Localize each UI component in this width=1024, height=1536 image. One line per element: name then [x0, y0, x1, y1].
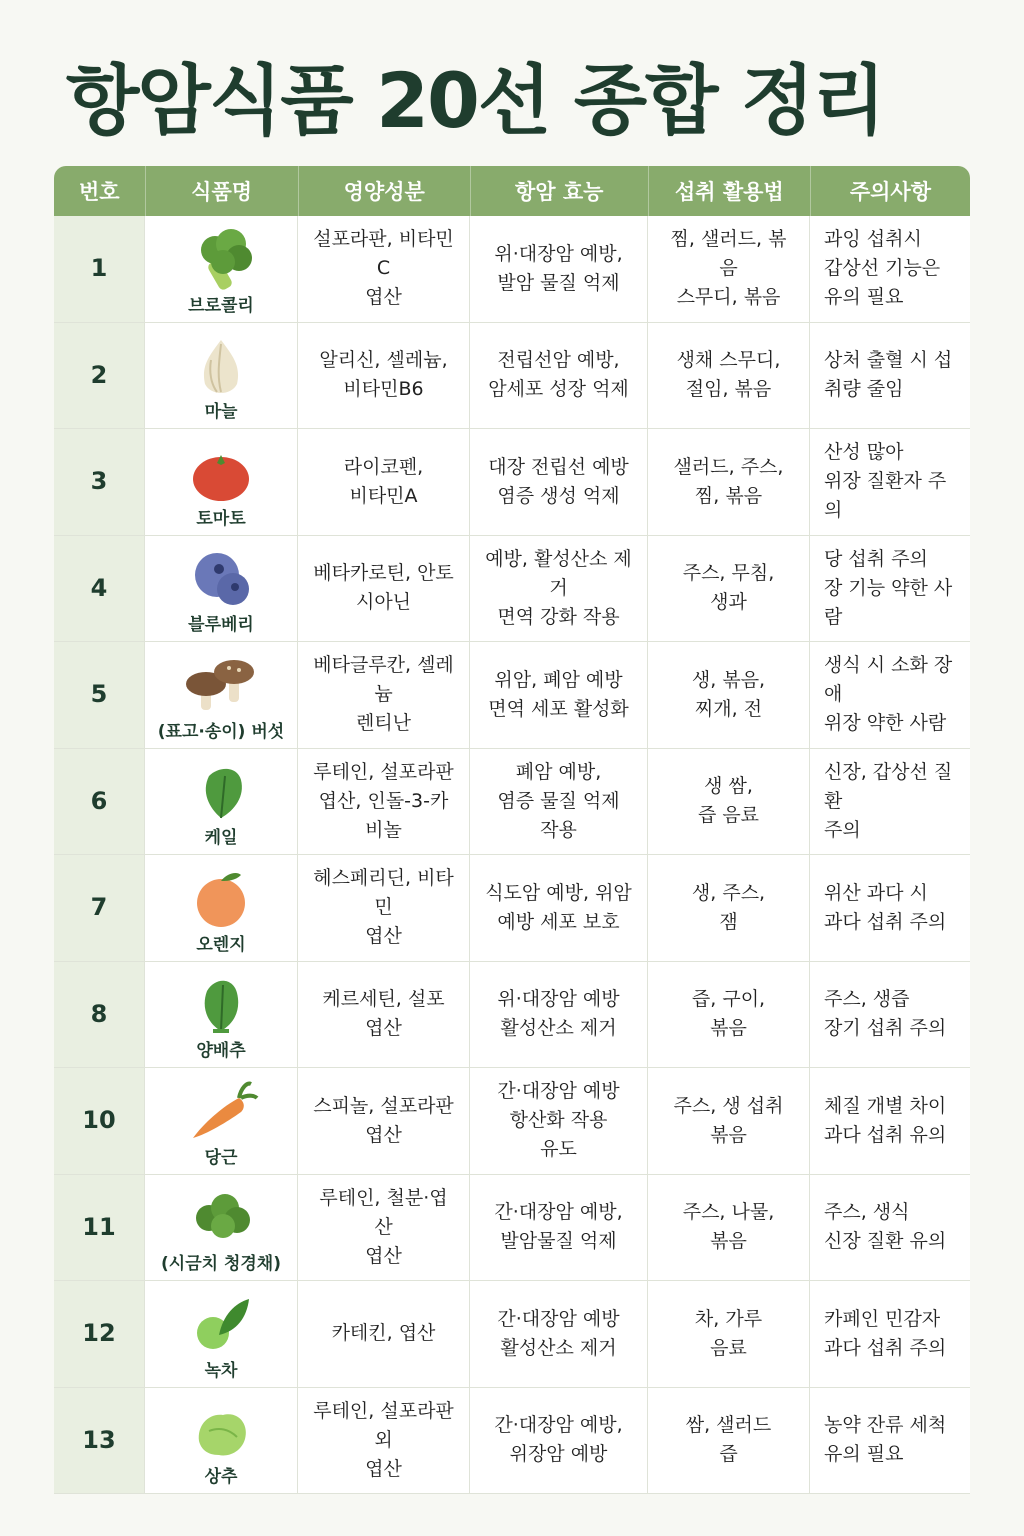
usage-cell: 주스, 생 섭취 볶음 — [648, 1068, 810, 1174]
row-number: 13 — [54, 1388, 145, 1494]
caution-cell: 과잉 섭취시 갑상선 기능은 유의 필요 — [824, 228, 941, 309]
row-number: 5 — [54, 642, 145, 748]
row-number: 2 — [54, 323, 145, 429]
food-name: 케일 — [204, 828, 238, 848]
food-name: 토마토 — [196, 508, 246, 529]
effect-cell: 위암, 폐암 예방 면역 세포 활성화 — [470, 642, 648, 748]
row-number: 6 — [54, 749, 145, 855]
usage-cell: 샐러드, 주스, 찜, 볶음 — [648, 429, 810, 535]
caution-cell: 위산 과다 시 과다 섭취 주의 — [824, 881, 947, 933]
effect-cell: 대장 전립선 예방 염증 생성 억제 — [470, 429, 648, 535]
table-body — [54, 216, 970, 1494]
row-number: 8 — [54, 962, 145, 1068]
usage-cell: 즙, 구이, 볶음 — [648, 962, 810, 1068]
effect-cell: 간·대장암 예방, 발암물질 억제 — [470, 1175, 648, 1281]
header-food-name: 식품명 — [146, 166, 299, 216]
row-number: 3 — [54, 429, 145, 535]
cabbage-leaf-icon — [179, 965, 263, 1039]
broccoli-icon — [179, 220, 263, 294]
caution-cell: 주스, 생식 신장 질환 유의 — [824, 1201, 947, 1253]
mushroom-icon — [179, 646, 263, 720]
table-row — [54, 216, 970, 323]
food-cell — [145, 749, 298, 855]
row-number: 11 — [54, 1175, 145, 1281]
food-table — [54, 166, 970, 1494]
row-number: 7 — [54, 855, 145, 961]
table-row — [54, 642, 970, 749]
greens-icon — [179, 1178, 263, 1252]
table-row — [54, 536, 970, 643]
nutrients-cell: 루테인, 설포라판 외 엽산 — [298, 1388, 470, 1494]
table-row — [54, 1388, 970, 1495]
food-name: 양배추 — [196, 1041, 246, 1061]
kale-icon — [179, 752, 263, 826]
garlic-icon — [179, 326, 263, 400]
table-header — [54, 166, 970, 216]
nutrients-cell: 헤스페리딘, 비타민 엽산 — [298, 855, 470, 961]
food-cell — [145, 216, 298, 322]
food-name: 브로콜리 — [188, 295, 254, 316]
food-name: 블루베리 — [188, 615, 254, 635]
nutrients-cell: 라이코펜, 비타민A — [298, 429, 470, 535]
food-cell — [145, 1388, 298, 1494]
food-cell — [145, 536, 298, 642]
usage-cell: 주스, 나물, 볶음 — [648, 1175, 810, 1281]
effect-cell: 간·대장암 예방 활성산소 제거 — [470, 1281, 648, 1387]
caution-cell: 체질 개별 차이 과다 섭취 유의 — [824, 1094, 947, 1146]
table-row — [54, 1281, 970, 1388]
table-row — [54, 749, 970, 856]
caution-cell: 카페인 민감자 과다 섭취 주의 — [824, 1307, 947, 1359]
caution-cell: 상처 출혈 시 섭 취량 줄임 — [824, 349, 953, 401]
tomato-icon — [179, 433, 263, 507]
header-number: 번호 — [54, 166, 146, 216]
usage-cell: 생, 볶음, 찌개, 전 — [648, 642, 810, 748]
tea-leaf-icon — [179, 1285, 263, 1359]
nutrients-cell: 베타글루칸, 셀레늄 렌티난 — [298, 642, 470, 748]
table-row — [54, 323, 970, 430]
food-name: 녹차 — [204, 1360, 238, 1381]
food-name: 오렌지 — [196, 934, 246, 955]
nutrients-cell: 케르세틴, 설포 엽산 — [298, 962, 470, 1068]
usage-cell: 주스, 무침, 생과 — [648, 536, 810, 642]
food-name: (시금치 청경채) — [161, 1254, 281, 1274]
usage-cell: 생채 스무디, 절임, 볶음 — [648, 323, 810, 429]
lettuce-icon — [179, 1391, 263, 1465]
row-number: 4 — [54, 536, 145, 642]
carrot-icon — [179, 1072, 263, 1146]
effect-cell: 간·대장암 예방, 위장암 예방 — [470, 1388, 648, 1494]
caution-cell: 당 섭취 주의 장 기능 약한 사람 — [824, 547, 953, 628]
usage-cell: 쌈, 샐러드 즙 — [648, 1388, 810, 1494]
usage-cell: 차, 가루 음료 — [648, 1281, 810, 1387]
food-name: (표고·송이) 버섯 — [157, 721, 285, 742]
table-row — [54, 962, 970, 1069]
usage-cell: 생 쌈, 즙 음료 — [648, 749, 810, 855]
food-cell — [145, 1068, 298, 1174]
table-row — [54, 429, 970, 536]
row-number: 10 — [54, 1068, 145, 1174]
caution-cell: 신장, 갑상선 질환 주의 — [824, 760, 953, 841]
caution-cell: 산성 많아 위장 질환자 주의 — [824, 441, 947, 522]
food-name: 마늘 — [204, 402, 238, 422]
blueberry-icon — [179, 539, 263, 613]
effect-cell: 예방, 활성산소 제거 면역 강화 작용 — [470, 536, 648, 642]
food-cell — [145, 1281, 298, 1387]
nutrients-cell: 스피놀, 설포라판 엽산 — [298, 1068, 470, 1174]
effect-cell: 식도암 예방, 위암 예방 세포 보호 — [470, 855, 648, 961]
table-row — [54, 1175, 970, 1282]
nutrients-cell: 카테킨, 엽산 — [298, 1281, 470, 1387]
header-usage: 섭취 활용법 — [649, 166, 811, 216]
nutrients-cell: 알리신, 셀레늄, 비타민B6 — [298, 323, 470, 429]
food-name: 당근 — [204, 1147, 238, 1168]
effect-cell: 간·대장암 예방 항산화 작용 유도 — [470, 1068, 648, 1174]
table-row — [54, 855, 970, 962]
food-cell — [145, 1175, 298, 1281]
nutrients-cell: 베타카로틴, 안토 시아닌 — [298, 536, 470, 642]
orange-icon — [179, 859, 263, 933]
header-nutrients: 영양성분 — [299, 166, 471, 216]
caution-cell: 농약 잔류 세척 유의 필요 — [824, 1414, 947, 1466]
header-effect: 항암 효능 — [471, 166, 649, 216]
nutrients-cell: 설포라판, 비타민C 엽산 — [298, 216, 470, 322]
effect-cell: 위·대장암 예방, 발암 물질 억제 — [470, 216, 648, 322]
usage-cell: 생, 주스, 잼 — [648, 855, 810, 961]
caution-cell: 생식 시 소화 장애 위장 약한 사람 — [824, 654, 953, 735]
effect-cell: 전립선암 예방, 암세포 성장 억제 — [470, 323, 648, 429]
row-number: 12 — [54, 1281, 145, 1387]
page-title: 항암식품 20선 종합 정리 — [66, 56, 884, 145]
caution-cell: 주스, 생즙 장기 섭취 주의 — [824, 988, 947, 1040]
nutrients-cell: 루테인, 설포라판 엽산, 인돌-3-카비놀 — [298, 749, 470, 855]
table-row — [54, 1068, 970, 1175]
food-cell — [145, 642, 298, 748]
food-cell — [145, 323, 298, 429]
header-caution: 주의사항 — [849, 180, 932, 204]
food-name: 상추 — [204, 1467, 238, 1487]
food-cell — [145, 962, 298, 1068]
usage-cell: 찜, 샐러드, 볶음 스무디, 볶음 — [648, 216, 810, 322]
food-cell — [145, 429, 298, 535]
row-number: 1 — [54, 216, 145, 322]
effect-cell: 폐암 예방, 염증 물질 억제 작용 — [470, 749, 648, 855]
effect-cell: 위·대장암 예방 활성산소 제거 — [470, 962, 648, 1068]
nutrients-cell: 루테인, 철분·엽산 엽산 — [298, 1175, 470, 1281]
food-cell — [145, 855, 298, 961]
